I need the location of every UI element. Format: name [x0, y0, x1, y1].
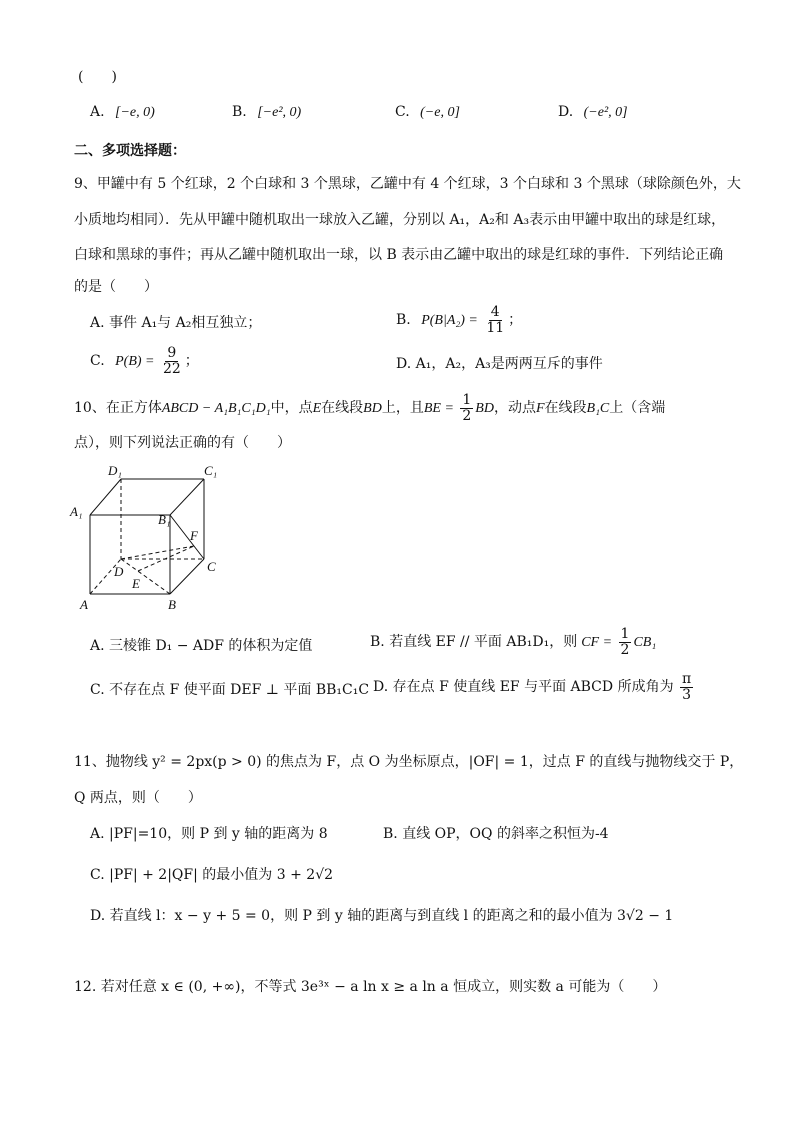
q11-option-c: C. |PF| + 2|QF| 的最小值为 3 + 2√2: [90, 867, 334, 883]
section-heading: 二、多项选择题：: [74, 143, 186, 159]
q9-option-a: A. 事件 A₁与 A₂相互独立；: [90, 315, 262, 331]
q8-option-d: D. (−e², 0]: [558, 104, 628, 120]
q9-option-b: B. P(B|A₂) = $\frac{4}{11}$ ；: [396, 304, 523, 336]
q9-line2: 小质地均相同）．先从甲罐中随机取出一球放入乙罐，分别以 A₁，A₂和 A₃表示由甲罐中取出的球是红球，: [74, 212, 726, 228]
q8-option-a: A. [−e, 0): [90, 104, 155, 120]
segment-d-f: [121, 546, 194, 559]
edge-d-b: [121, 559, 170, 594]
q10-option-b: B. 若直线 EF // 平面 AB₁D₁，则 CF = $\frac{1}{2}$ CB₁: [370, 626, 657, 658]
q11-option-a: A. |PF|=10，则 P 到 y 轴的距离为 8: [90, 826, 328, 842]
label-f: F: [190, 528, 198, 543]
q11-option-b: B. 直线 OP，OQ 的斜率之积恒为-4: [383, 826, 609, 842]
q11-line2: Q 两点，则（ ）: [74, 790, 202, 806]
label-d1: D₁: [108, 463, 122, 478]
label-c: C: [207, 559, 216, 574]
label-d: D: [114, 564, 124, 579]
edge-c1-b1: [170, 479, 204, 515]
label-a1: A₁: [70, 504, 83, 519]
q10-line1: 10、在正方体ABCD − A₁B₁C₁D₁中，点E在线段BD上，且BE = $\frac{1}{2}$ BD，动点F在线段B₁C上（含端: [74, 392, 666, 424]
q10-option-a: A. 三棱锥 D₁ − ADF 的体积为定值: [90, 638, 313, 654]
q8-option-c: C. (−e, 0]: [395, 104, 460, 120]
q10-option-d: D. 存在点 F 使直线 EF 与平面 ABCD 所成角为 $\frac{\pi}{3}$: [373, 671, 692, 703]
label-a: A: [80, 597, 88, 612]
label-c1: C₁: [204, 463, 218, 478]
q11-option-d: D. 若直线 l：x − y + 5 = 0，则 P 到 y 轴的距离与到直线 l 的距离之和的最小值为 3√2 − 1: [90, 908, 674, 924]
edge-b1-c: [170, 515, 204, 559]
q9-option-d: D. A₁，A₂，A₃是两两互斥的事件: [396, 356, 603, 372]
q12-line1: 12. 若对任意 x ∈ (0, +∞)，不等式 3e³ˣ − a ln x ≥ a ln a 恒成立，则实数 a 可能为（ ）: [74, 979, 667, 995]
q8-paren: ( ): [78, 69, 117, 85]
cube-figure: [66, 458, 236, 618]
edge-c-b: [170, 559, 204, 594]
q10-option-c: C. 不存在点 F 使平面 DEF ⊥ 平面 BB₁C₁C: [90, 682, 370, 698]
label-b1: B₁: [158, 512, 171, 527]
label-b: B: [168, 597, 176, 612]
q9-line1: 9、甲罐中有 5 个红球，2 个白球和 3 个黑球，乙罐中有 4 个红球，3 个白球和 3 个黑球（球除颜色外，大: [74, 176, 741, 192]
label-e: E: [132, 576, 140, 591]
q11-line1: 11、抛物线 y² = 2px(p > 0) 的焦点为 F，点 O 为坐标原点，|OF| = 1，过点 F 的直线与抛物线交于 P，: [74, 754, 744, 770]
q9-line4: 的是（ ）: [74, 279, 158, 295]
q10-line2: 点），则下列说法正确的有（ ）: [74, 435, 291, 451]
q9-option-c: C. P(B) = $\frac{9}{22}$ ；: [90, 345, 199, 377]
q8-option-b: B. [−e², 0): [232, 104, 302, 120]
edge-a1-d1: [90, 479, 121, 515]
q9-line3: 白球和黑球的事件；再从乙罐中随机取出一球，以 B 表示由乙罐中取出的球是红球的事件．下列结论正确: [74, 247, 724, 263]
